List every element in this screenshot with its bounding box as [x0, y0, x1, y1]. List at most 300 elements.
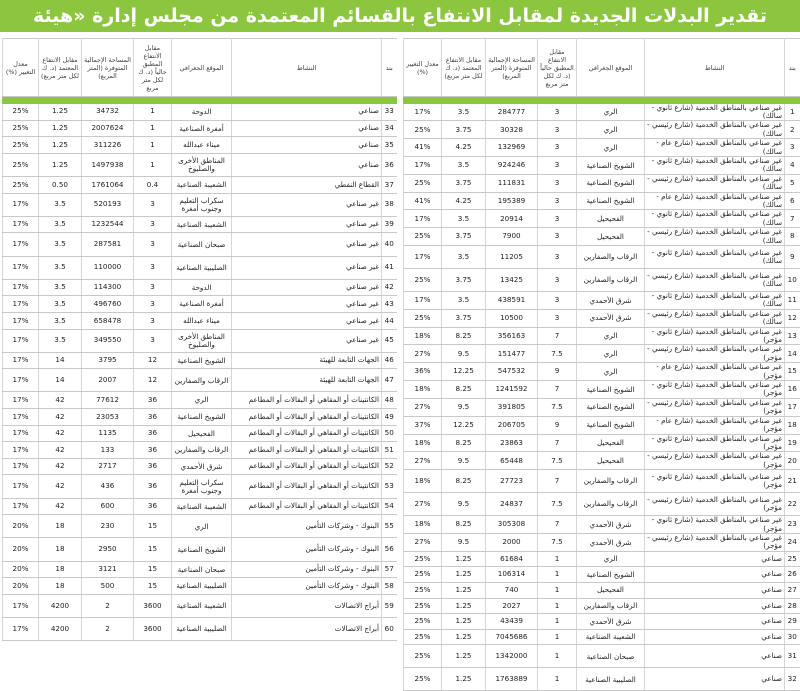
cell-location: الرقاب والصفارين [172, 369, 232, 392]
cell-location: الشويخ الصناعية [577, 381, 645, 399]
cell-location: الفحيحيل [577, 210, 645, 228]
cell-current-fee: 3 [538, 269, 577, 292]
cell-item: 29 [785, 614, 800, 630]
cell-location: سكراب التعليم وجنوب أمغرة [172, 193, 232, 216]
cell-total-area: 27723 [486, 470, 538, 493]
cell-approved-fee: 3.5 [39, 216, 82, 233]
cell-item: 12 [785, 309, 800, 327]
cell-item: 7 [785, 210, 800, 228]
table-row [3, 392, 397, 409]
cell-current-fee: 7 [538, 470, 577, 493]
cell-current-fee: 3 [538, 156, 577, 174]
table-row [404, 416, 800, 434]
table-row [3, 233, 397, 256]
cell-change-rate: 27% [404, 533, 442, 551]
table-row [404, 246, 800, 269]
cell-approved-fee: 3.75 [442, 269, 486, 292]
cell-location: الري [172, 515, 232, 538]
cell-location: الشويخ الصناعية [577, 156, 645, 174]
cell-total-area: 311226 [82, 137, 134, 154]
cell-change-rate: 25% [3, 153, 39, 176]
cell-location: الفحيحيل [577, 582, 645, 598]
cell-current-fee: 1 [538, 629, 577, 645]
cell-current-fee: 3 [538, 292, 577, 310]
cell-current-fee: 3 [538, 174, 577, 192]
cell-item: 42 [382, 279, 397, 296]
cell-change-rate: 18% [404, 381, 442, 399]
cell-approved-fee: 18 [39, 515, 82, 538]
cell-approved-fee: 12.25 [442, 363, 486, 381]
cell-change-rate: 17% [3, 256, 39, 279]
cell-total-area: 349550 [82, 329, 134, 352]
cell-approved-fee: 3.5 [442, 104, 486, 121]
cell-approved-fee: 42 [39, 498, 82, 515]
cell-location: الشويخ الصناعية [577, 416, 645, 434]
cell-item: 59 [382, 594, 397, 617]
cell-activity: غير صناعي [232, 233, 382, 256]
cell-activity: أبراج الاتصالات [232, 617, 382, 640]
cell-total-area: 2950 [82, 538, 134, 561]
cell-approved-fee: 42 [39, 392, 82, 409]
cell-total-area: 1761064 [82, 176, 134, 193]
cell-item: 27 [785, 582, 800, 598]
table-row [404, 493, 800, 516]
cell-item: 36 [382, 153, 397, 176]
table-row [3, 153, 397, 176]
cell-item: 21 [785, 470, 800, 493]
cell-total-area: 20914 [486, 210, 538, 228]
cell-approved-fee: 3.75 [442, 174, 486, 192]
table-row [3, 279, 397, 296]
cell-location: المناطق الأخرى والصلبوخ [172, 329, 232, 352]
cell-change-rate: 20% [3, 538, 39, 561]
cell-change-rate: 17% [3, 594, 39, 617]
cell-location: أمغرة الصناعية [172, 120, 232, 137]
cell-current-fee: 1 [134, 153, 172, 176]
cell-change-rate: 25% [404, 228, 442, 246]
cell-approved-fee: 3.5 [442, 210, 486, 228]
cell-approved-fee: 9.5 [442, 533, 486, 551]
cell-approved-fee: 42 [39, 475, 82, 498]
cell-location: شرق الأحمدي [577, 614, 645, 630]
cell-location: صبحان الصناعية [172, 561, 232, 578]
cell-change-rate: 41% [404, 192, 442, 210]
cell-activity: غير صناعي بالمناطق الخدمية (شارع عام - سالك) [645, 192, 785, 210]
cell-total-area: 110000 [82, 256, 134, 279]
cell-activity: البنوك - وشركات التأمين [232, 515, 382, 538]
cell-approved-fee: 8.25 [442, 434, 486, 452]
table-header-row [3, 39, 397, 97]
cell-change-rate: 17% [3, 329, 39, 352]
cell-item: 5 [785, 174, 800, 192]
header-activity: النشاط [232, 39, 382, 97]
cell-activity: صناعي [645, 668, 785, 691]
cell-location: الفحيحيل [172, 425, 232, 442]
table-row [404, 434, 800, 452]
cell-change-rate: 17% [3, 233, 39, 256]
table-row [404, 269, 800, 292]
cell-item: 57 [382, 561, 397, 578]
cell-change-rate: 25% [404, 121, 442, 139]
table-row [3, 296, 397, 313]
cell-total-area: 658478 [82, 312, 134, 329]
table-row [404, 345, 800, 363]
fees-table-left [2, 38, 397, 641]
cell-activity: غير صناعي [232, 256, 382, 279]
cell-item: 9 [785, 246, 800, 269]
cell-item: 24 [785, 533, 800, 551]
cell-item: 51 [382, 442, 397, 459]
cell-item: 37 [382, 176, 397, 193]
cell-total-area: 547532 [486, 363, 538, 381]
cell-change-rate: 25% [404, 668, 442, 691]
table-row [3, 515, 397, 538]
cell-current-fee: 3 [134, 329, 172, 352]
cell-current-fee: 15 [134, 561, 172, 578]
table-row [404, 516, 800, 534]
cell-change-rate: 25% [3, 120, 39, 137]
cell-activity: غير صناعي بالمناطق الخدمية (شارع رئيسي - مؤجر) [645, 452, 785, 470]
table-row [3, 193, 397, 216]
cell-activity: البنوك - وشركات التأمين [232, 561, 382, 578]
cell-total-area: 11205 [486, 246, 538, 269]
cell-location: الفحيحيل [577, 452, 645, 470]
table-row [404, 192, 800, 210]
cell-item: 6 [785, 192, 800, 210]
cell-approved-fee: 1.25 [39, 104, 82, 121]
cell-total-area: 284777 [486, 104, 538, 121]
cell-change-rate: 17% [3, 279, 39, 296]
cell-current-fee: 3 [134, 296, 172, 313]
cell-total-area: 1241592 [486, 381, 538, 399]
cell-total-area: 740 [486, 582, 538, 598]
cell-activity: الكانتينات أو المقاهي أو البقالات أو المطاعم [232, 475, 382, 498]
cell-location: الصليبية الصناعية [172, 578, 232, 595]
cell-approved-fee: 1.25 [442, 629, 486, 645]
cell-approved-fee: 1.25 [442, 567, 486, 583]
cell-activity: الكانتينات أو المقاهي أو البقالات أو المطاعم [232, 392, 382, 409]
cell-total-area: 496760 [82, 296, 134, 313]
cell-location: الشويخ الصناعية [577, 192, 645, 210]
cell-item: 18 [785, 416, 800, 434]
cell-current-fee: 7.5 [538, 493, 577, 516]
cell-change-rate: 17% [3, 498, 39, 515]
cell-approved-fee: 14 [39, 352, 82, 369]
cell-location: الصليبية الصناعية [577, 668, 645, 691]
cell-total-area: 356163 [486, 327, 538, 345]
cell-current-fee: 3 [538, 104, 577, 121]
cell-item: 25 [785, 551, 800, 567]
header-change-rate: معدل التغيير (%) [404, 39, 442, 97]
cell-approved-fee: 1.25 [442, 598, 486, 614]
cell-activity: غير صناعي بالمناطق الخدمية (شارع ثانوي - مؤجر) [645, 327, 785, 345]
cell-current-fee: 7.5 [538, 398, 577, 416]
table-row [404, 629, 800, 645]
cell-change-rate: 20% [3, 561, 39, 578]
cell-change-rate: 18% [404, 434, 442, 452]
cell-total-area: 1232544 [82, 216, 134, 233]
cell-item: 43 [382, 296, 397, 313]
cell-item: 60 [382, 617, 397, 640]
cell-location: الشعيبة الصناعية [172, 594, 232, 617]
cell-current-fee: 7 [538, 516, 577, 534]
cell-activity: غير صناعي بالمناطق الخدمية (شارع رئيسي - سالك) [645, 269, 785, 292]
cell-location: الرقاب والصفارين [577, 493, 645, 516]
table-row [3, 352, 397, 369]
cell-activity: غير صناعي بالمناطق الخدمية (شارع رئيسي - مؤجر) [645, 345, 785, 363]
table-row [404, 228, 800, 246]
cell-total-area: 305308 [486, 516, 538, 534]
cell-location: الشويخ الصناعية [172, 409, 232, 426]
table-row [404, 327, 800, 345]
cell-approved-fee: 3.5 [39, 296, 82, 313]
cell-item: 23 [785, 516, 800, 534]
cell-item: 3 [785, 139, 800, 157]
table-row [3, 498, 397, 515]
cell-activity: غير صناعي [232, 279, 382, 296]
cell-activity: صناعي [645, 598, 785, 614]
cell-item: 35 [382, 137, 397, 154]
table-row [404, 398, 800, 416]
cell-total-area: 600 [82, 498, 134, 515]
cell-item: 17 [785, 398, 800, 416]
cell-approved-fee: 42 [39, 425, 82, 442]
cell-activity: الجهات التابعة للهيئة [232, 352, 382, 369]
table-header-row [404, 39, 800, 97]
cell-activity: غير صناعي بالمناطق الخدمية (شارع ثانوي - مؤجر) [645, 516, 785, 534]
cell-activity: غير صناعي بالمناطق الخدمية (شارع ثانوي - سالك) [645, 156, 785, 174]
table-row [3, 312, 397, 329]
cell-current-fee: 0.4 [134, 176, 172, 193]
cell-approved-fee: 8.25 [442, 327, 486, 345]
cell-change-rate: 17% [3, 193, 39, 216]
cell-total-area: 30328 [486, 121, 538, 139]
cell-total-area: 436 [82, 475, 134, 498]
cell-approved-fee: 3.5 [39, 193, 82, 216]
cell-change-rate: 27% [404, 398, 442, 416]
cell-location: الرقاب والصفارين [172, 442, 232, 459]
cell-activity: الكانتينات أو المقاهي أو البقالات أو المطاعم [232, 425, 382, 442]
cell-change-rate: 17% [3, 296, 39, 313]
cell-location: شرق الأحمدي [577, 533, 645, 551]
cell-location: شرق الأحمدي [577, 309, 645, 327]
table-row [404, 139, 800, 157]
cell-approved-fee: 4200 [39, 617, 82, 640]
cell-change-rate: 25% [404, 269, 442, 292]
cell-location: الشويخ الصناعية [577, 398, 645, 416]
table-row [404, 470, 800, 493]
cell-change-rate: 17% [404, 104, 442, 121]
cell-change-rate: 27% [404, 345, 442, 363]
cell-total-area: 7045686 [486, 629, 538, 645]
cell-change-rate: 41% [404, 139, 442, 157]
cell-total-area: 2 [82, 617, 134, 640]
cell-approved-fee: 18 [39, 561, 82, 578]
cell-item: 49 [382, 409, 397, 426]
cell-total-area: 206705 [486, 416, 538, 434]
cell-activity: غير صناعي بالمناطق الخدمية (شارع ثانوي - سالك) [645, 292, 785, 310]
cell-activity: غير صناعي بالمناطق الخدمية (شارع رئيسي - سالك) [645, 228, 785, 246]
cell-location: ميناء عبدالله [172, 137, 232, 154]
cell-current-fee: 36 [134, 498, 172, 515]
cell-location: الدوحة [172, 104, 232, 121]
cell-activity: غير صناعي بالمناطق الخدمية (شارع ثانوي - مؤجر) [645, 434, 785, 452]
cell-approved-fee: 1.25 [442, 582, 486, 598]
cell-total-area: 1497938 [82, 153, 134, 176]
cell-current-fee: 3 [538, 121, 577, 139]
cell-activity: صناعي [645, 645, 785, 668]
cell-change-rate: 25% [404, 645, 442, 668]
cell-approved-fee: 3.5 [442, 156, 486, 174]
cell-item: 1 [785, 104, 800, 121]
cell-location: الشويخ الصناعية [172, 352, 232, 369]
cell-current-fee: 1 [134, 120, 172, 137]
cell-current-fee: 3 [134, 312, 172, 329]
cell-total-area: 3795 [82, 352, 134, 369]
cell-total-area: 34732 [82, 104, 134, 121]
cell-current-fee: 7.5 [538, 345, 577, 363]
cell-approved-fee: 1.25 [442, 668, 486, 691]
cell-activity: غير صناعي بالمناطق الخدمية (شارع رئيسي - سالك) [645, 174, 785, 192]
cell-activity: غير صناعي بالمناطق الخدمية (شارع ثانوي - مؤجر) [645, 470, 785, 493]
cell-approved-fee: 3.75 [442, 309, 486, 327]
table-row [404, 582, 800, 598]
header-current-fee: مقابل الانتفاع المطبق حالياً (د. ك لكل متر مربع [134, 39, 172, 97]
cell-location: الري [577, 139, 645, 157]
table-row [3, 561, 397, 578]
cell-item: 48 [382, 392, 397, 409]
cell-current-fee: 3 [134, 256, 172, 279]
table-row [404, 104, 800, 121]
cell-item: 31 [785, 645, 800, 668]
cell-approved-fee: 1.25 [39, 153, 82, 176]
cell-total-area: 520193 [82, 193, 134, 216]
cell-total-area: 391805 [486, 398, 538, 416]
cell-location: سكراب التعليم وجنوب أمغرة [172, 475, 232, 498]
table-row [404, 292, 800, 310]
cell-location: الرقاب والصفارين [577, 246, 645, 269]
cell-approved-fee: 3.5 [39, 233, 82, 256]
cell-approved-fee: 0.50 [39, 176, 82, 193]
header-location: الموقع الجغرافي [172, 39, 232, 97]
cell-item: 16 [785, 381, 800, 399]
cell-total-area: 3121 [82, 561, 134, 578]
cell-item: 46 [382, 352, 397, 369]
cell-activity: غير صناعي [232, 329, 382, 352]
cell-approved-fee: 3.5 [442, 292, 486, 310]
cell-change-rate: 17% [3, 458, 39, 475]
cell-change-rate: 27% [404, 452, 442, 470]
cell-activity: الكانتينات أو المقاهي أو البقالات أو المطاعم [232, 442, 382, 459]
header-item: بند [785, 39, 800, 97]
cell-item: 58 [382, 578, 397, 595]
cell-approved-fee: 14 [39, 369, 82, 392]
cell-location: الفحيحيل [577, 228, 645, 246]
cell-change-rate: 25% [404, 598, 442, 614]
cell-location: الري [577, 363, 645, 381]
cell-change-rate: 17% [3, 392, 39, 409]
header-item: بند [382, 39, 397, 97]
cell-change-rate: 18% [404, 516, 442, 534]
cell-item: 19 [785, 434, 800, 452]
cell-approved-fee: 3.5 [39, 312, 82, 329]
cell-total-area: 23053 [82, 409, 134, 426]
cell-current-fee: 9 [538, 363, 577, 381]
table-row [404, 533, 800, 551]
header-change-rate: معدل التغيير (%) [3, 39, 39, 97]
cell-location: الشويخ الصناعية [577, 567, 645, 583]
table-row [3, 578, 397, 595]
header-activity: النشاط [645, 39, 785, 97]
table-row [404, 452, 800, 470]
cell-approved-fee: 3.5 [39, 256, 82, 279]
cell-current-fee: 36 [134, 442, 172, 459]
cell-item: 47 [382, 369, 397, 392]
cell-current-fee: 7 [538, 327, 577, 345]
cell-approved-fee: 12.25 [442, 416, 486, 434]
header-total-area: المساحة الإجمالية المتوفرة (المتر المربع) [486, 39, 538, 97]
cell-item: 39 [382, 216, 397, 233]
cell-change-rate: 37% [404, 416, 442, 434]
cell-change-rate: 17% [3, 617, 39, 640]
cell-total-area: 2 [82, 594, 134, 617]
table-row [3, 329, 397, 352]
cell-activity: غير صناعي بالمناطق الخدمية (شارع رئيسي - سالك) [645, 121, 785, 139]
cell-total-area: 61684 [486, 551, 538, 567]
cell-current-fee: 1 [538, 614, 577, 630]
table-row [3, 538, 397, 561]
cell-total-area: 13425 [486, 269, 538, 292]
cell-current-fee: 1 [134, 104, 172, 121]
cell-activity: غير صناعي [232, 216, 382, 233]
cell-activity: صناعي [645, 614, 785, 630]
cell-approved-fee: 18 [39, 538, 82, 561]
cell-change-rate: 25% [404, 629, 442, 645]
cell-total-area: 111831 [486, 174, 538, 192]
table-row [3, 458, 397, 475]
cell-location: الصليبية الصناعية [172, 256, 232, 279]
cell-location: الري [577, 345, 645, 363]
cell-change-rate: 36% [404, 363, 442, 381]
table-row [3, 104, 397, 121]
table-row [404, 381, 800, 399]
cell-change-rate: 17% [3, 369, 39, 392]
table-row [404, 210, 800, 228]
cell-total-area: 1342000 [486, 645, 538, 668]
cell-activity: غير صناعي بالمناطق الخدمية (شارع ثانوي - سالك) [645, 104, 785, 121]
cell-approved-fee: 9.5 [442, 345, 486, 363]
cell-activity: غير صناعي بالمناطق الخدمية (شارع رئيسي - مؤجر) [645, 398, 785, 416]
cell-change-rate: 17% [404, 292, 442, 310]
cell-location: ميناء عبدالله [172, 312, 232, 329]
cell-current-fee: 1 [538, 551, 577, 567]
cell-item: 15 [785, 363, 800, 381]
cell-change-rate: 18% [404, 470, 442, 493]
table-row [404, 598, 800, 614]
cell-location: الشويخ الصناعية [577, 174, 645, 192]
cell-current-fee: 1 [538, 598, 577, 614]
table-row [3, 256, 397, 279]
cell-location: الشعيبة الصناعية [172, 216, 232, 233]
cell-change-rate: 25% [404, 582, 442, 598]
cell-change-rate: 20% [3, 578, 39, 595]
cell-change-rate: 17% [3, 409, 39, 426]
cell-total-area: 1763889 [486, 668, 538, 691]
cell-current-fee: 36 [134, 392, 172, 409]
cell-item: 56 [382, 538, 397, 561]
table-row [3, 594, 397, 617]
cell-total-area: 65448 [486, 452, 538, 470]
